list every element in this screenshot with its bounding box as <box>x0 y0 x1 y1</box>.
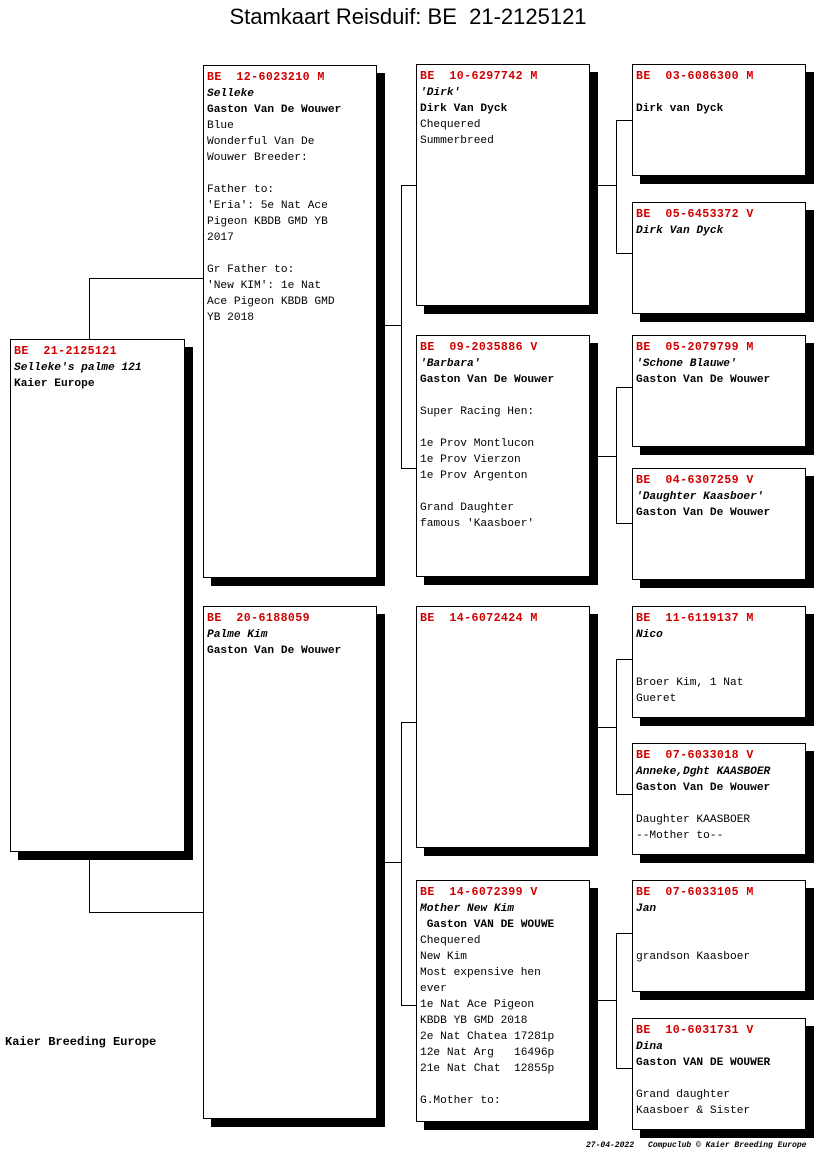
page-title: Stamkaart Reisduif: BE 21-2125121 <box>229 4 587 29</box>
connector-line <box>597 727 616 728</box>
breeder-name: Kaier Breeding Europe <box>5 1035 157 1049</box>
pigeon-note: G.Mother to: <box>420 1095 501 1107</box>
pigeon-note: New Kim <box>420 951 467 963</box>
connector-line <box>401 1005 416 1006</box>
pigeon-name: Dirk Van Dyck <box>636 225 724 237</box>
pigeon-card-fmm <box>632 468 806 580</box>
ring-number: BE 03-6086300 M <box>636 70 754 83</box>
connector-line <box>89 912 203 913</box>
pigeon-note: 12e Nat Arg 16496p <box>420 1047 555 1059</box>
pigeon-card-mmm <box>632 1018 806 1130</box>
pigeon-name: Selleke's palme 121 <box>14 362 142 374</box>
pigeon-note <box>636 917 802 933</box>
pigeon-card-mother <box>203 606 377 1119</box>
connector-line <box>616 794 632 795</box>
pigeon-note: YB 2018 <box>207 312 254 324</box>
pigeon-note <box>420 484 586 500</box>
owner-name: Gaston Van De Wouwer <box>636 782 771 794</box>
connector-line <box>616 120 617 254</box>
pigeon-note: Grand daughter <box>636 1089 730 1101</box>
owner-name: Kaier Europe <box>14 378 95 390</box>
connector-line <box>401 722 416 723</box>
pigeon-note: 1e Prov Argenton <box>420 470 528 482</box>
pigeon-name: 'Barbara' <box>420 358 481 370</box>
owner-name: Gaston Van De Wouwer <box>636 507 771 519</box>
pigeon-card-fmf <box>632 335 806 447</box>
owner-name: Gaston VAN DE WOUWE <box>420 919 555 931</box>
connector-line <box>384 325 401 326</box>
pigeon-note: Super Racing Hen: <box>420 406 535 418</box>
connector-line <box>616 387 632 388</box>
connector-line <box>401 185 416 186</box>
pigeon-note: ever <box>420 983 447 995</box>
pigeon-card-ffm <box>632 202 806 314</box>
pigeon-note: Wonderful Van De <box>207 136 315 148</box>
connector-line <box>616 933 632 934</box>
pigeon-note <box>207 166 373 182</box>
pigeon-note: 1e Nat Ace Pigeon <box>420 999 535 1011</box>
pigeon-note <box>636 85 802 101</box>
owner-name: Dirk van Dyck <box>636 103 724 115</box>
connector-line <box>597 456 616 457</box>
pigeon-card-father-father <box>416 64 590 306</box>
connector-line <box>616 659 617 795</box>
footer-credit <box>586 1141 816 1150</box>
pigeon-note: 21e Nat Chat 12855p <box>420 1063 555 1075</box>
pigeon-name: Nico <box>636 629 663 641</box>
pigeon-note <box>420 1077 586 1093</box>
owner-name: Gaston VAN DE WOUWER <box>636 1057 771 1069</box>
ring-number: BE 10-6297742 M <box>420 70 538 83</box>
ring-number: BE 14-6072424 M <box>420 612 538 625</box>
pigeon-note: Kaasboer & Sister <box>636 1105 751 1117</box>
connector-line <box>616 387 617 524</box>
pigeon-card-mother-mother <box>416 880 590 1122</box>
ring-number: BE 11-6119137 M <box>636 612 754 625</box>
pigeon-note: Chequered <box>420 119 481 131</box>
owner-name: Gaston Van De Wouwer <box>420 374 555 386</box>
pigeon-note <box>636 796 802 812</box>
pigeon-name: Anneke,Dght KAASBOER <box>636 766 771 778</box>
pigeon-note: Gueret <box>636 693 677 705</box>
pigeon-note <box>636 643 802 659</box>
pigeon-note <box>636 933 802 949</box>
connector-line <box>616 933 617 1069</box>
pigeon-note: Summerbreed <box>420 135 494 147</box>
pigeon-note: --Mother to-- <box>636 830 724 842</box>
pigeon-card-mff <box>632 606 806 718</box>
connector-line <box>616 253 632 254</box>
owner-name: Dirk Van Dyck <box>420 103 508 115</box>
pigeon-note: Chequered <box>420 935 481 947</box>
connector-line <box>401 185 402 468</box>
pigeon-name: 'Dirk' <box>420 87 461 99</box>
pigeon-card-father <box>203 65 377 578</box>
connector-line <box>89 852 90 912</box>
pigeon-note: KBDB YB GMD 2018 <box>420 1015 528 1027</box>
pigeon-name: Jan <box>636 903 657 915</box>
connector-line <box>89 278 203 279</box>
connector-line <box>616 523 632 524</box>
pigeon-note: 'Eria': 5e Nat Ace <box>207 200 328 212</box>
ring-number: BE 10-6031731 V <box>636 1024 754 1037</box>
pigeon-note: Father to: <box>207 184 275 196</box>
ring-number: BE 05-6453372 V <box>636 208 754 221</box>
pigeon-name: Dina <box>636 1041 663 1053</box>
pigeon-note <box>207 246 373 262</box>
ring-number: BE 07-6033105 M <box>636 886 754 899</box>
ring-number: BE 07-6033018 V <box>636 749 754 762</box>
pigeon-note: 1e Prov Vierzon <box>420 454 521 466</box>
pigeon-note: Most expensive hen <box>420 967 541 979</box>
pigeon-name: 'Schone Blauwe' <box>636 358 737 370</box>
connector-line <box>401 722 402 1005</box>
pigeon-card-subject <box>10 339 185 852</box>
pigeon-note: famous 'Kaasboer' <box>420 518 535 530</box>
pigeon-note <box>636 659 802 675</box>
pigeon-note: 2017 <box>207 232 234 244</box>
ring-number: BE 12-6023210 M <box>207 71 325 84</box>
pigeon-note: Blue <box>207 120 234 132</box>
pigeon-note: Daughter KAASBOER <box>636 814 751 826</box>
pigeon-note: 1e Prov Montlucon <box>420 438 535 450</box>
pigeon-note: 2e Nat Chatea 17281p <box>420 1031 555 1043</box>
connector-line <box>597 1000 616 1001</box>
ring-number: BE 05-2079799 M <box>636 341 754 354</box>
pigeon-note: 'New KIM': 1e Nat <box>207 280 322 292</box>
pigeon-note: Wouwer Breeder: <box>207 152 308 164</box>
ring-number: BE 14-6072399 V <box>420 886 538 899</box>
owner-name: Gaston Van De Wouwer <box>636 374 771 386</box>
pigeon-note <box>636 1071 802 1087</box>
pigeon-name: Selleke <box>207 88 254 100</box>
connector-line <box>597 185 616 186</box>
pigeon-card-mmf <box>632 880 806 992</box>
connector-line <box>384 862 401 863</box>
pigeon-card-father-mother <box>416 335 590 577</box>
connector-line <box>89 278 90 340</box>
connector-line <box>616 120 632 121</box>
ring-number: BE 04-6307259 V <box>636 474 754 487</box>
connector-line <box>401 468 416 469</box>
pigeon-name: Mother New Kim <box>420 903 514 915</box>
pigeon-note: Grand Daughter <box>420 502 514 514</box>
pigeon-note: grandson Kaasboer <box>636 951 751 963</box>
connector-line <box>616 659 632 660</box>
connector-line <box>616 1068 632 1069</box>
owner-name: Gaston Van De Wouwer <box>207 645 342 657</box>
pigeon-note: Gr Father to: <box>207 264 295 276</box>
pigeon-card-mother-father <box>416 606 590 848</box>
owner-name: Gaston Van De Wouwer <box>207 104 342 116</box>
pigeon-note: Ace Pigeon KBDB GMD <box>207 296 335 308</box>
credit-text: Compuclub © Kaier Breeding Europe <box>648 1141 807 1150</box>
ring-number: BE 20-6188059 <box>207 612 311 625</box>
ring-number: BE 09-2035886 V <box>420 341 538 354</box>
pigeon-note <box>420 420 586 436</box>
ring-number: BE 21-2125121 <box>14 345 118 358</box>
print-date: 27-04-2022 <box>586 1141 635 1150</box>
pigeon-note: Pigeon KBDB GMD YB <box>207 216 328 228</box>
pigeon-note <box>420 388 586 404</box>
pigeon-note: Broer Kim, 1 Nat <box>636 677 744 689</box>
pigeon-name: 'Daughter Kaasboer' <box>636 491 764 503</box>
pigeon-card-mfm <box>632 743 806 855</box>
pigeon-card-fff <box>632 64 806 176</box>
pigeon-name: Palme Kim <box>207 629 268 641</box>
